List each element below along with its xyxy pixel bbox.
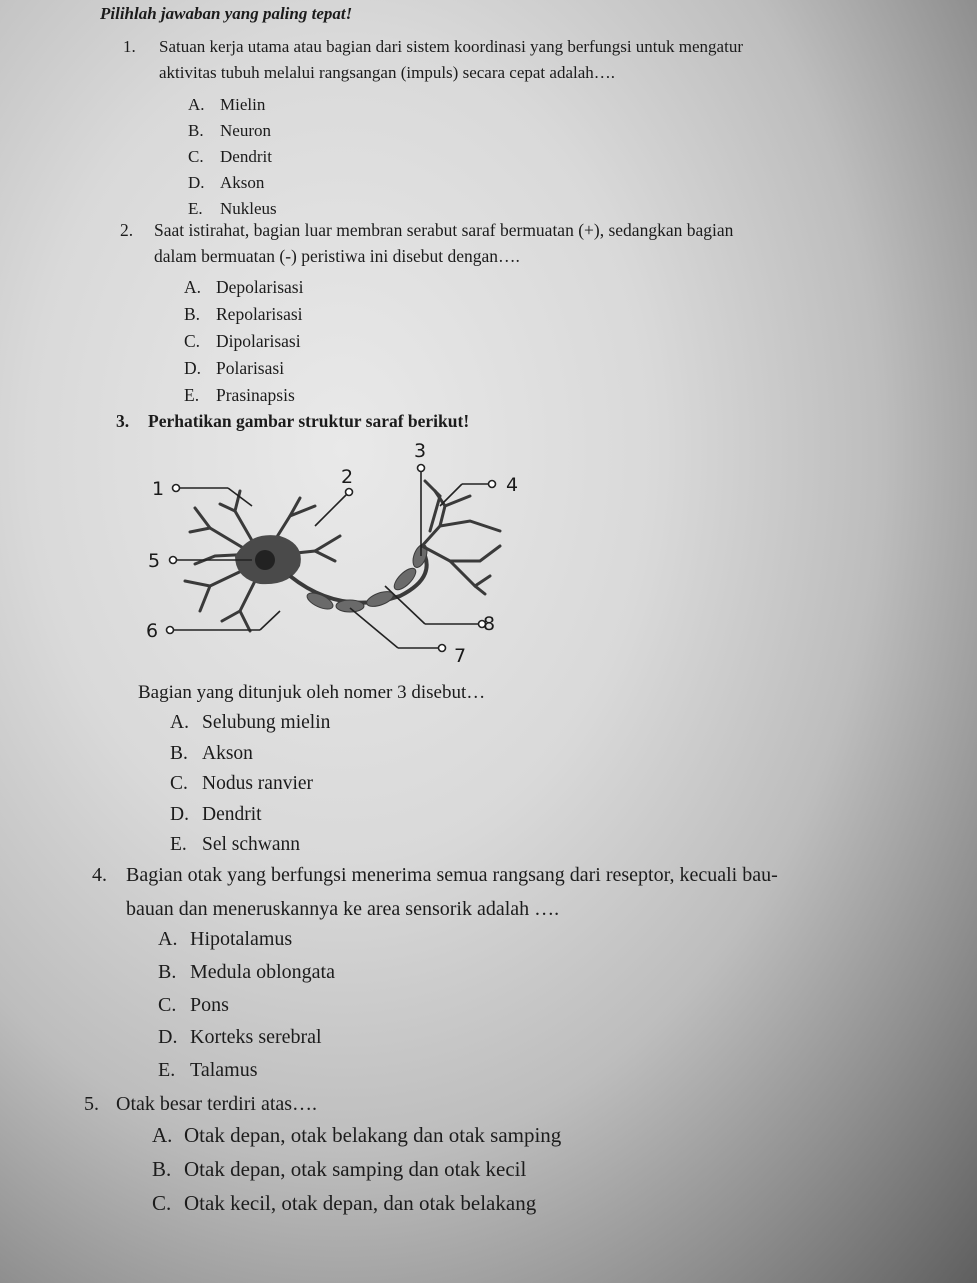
option-c[interactable]: C. Otak kecil, otak depan, dan otak belakang [152,1191,537,1215]
question-number: 3. [116,411,130,431]
question-stem-line: Saat istirahat, bagian luar membran serabut saraf bermuatan (+), sedangkan bagian [154,220,734,240]
option-a[interactable]: A. Hipotalamus [158,928,293,950]
option-a[interactable]: A. Selubung mielin [170,712,331,733]
option-e[interactable]: E. Talamus [158,1059,258,1082]
question-number: 4. [92,864,107,886]
question-4 [92,858,934,926]
question-number: 5. [84,1093,99,1115]
option-b[interactable]: B. Otak depan, otak samping dan otak kecil [152,1157,527,1181]
question-stem-line: dalam bermuatan (-) peristiwa ini disebut dengan…. [154,246,520,266]
neuron-diagram [140,436,540,668]
option-b[interactable]: B. Neuron [188,121,271,140]
question-stem-line: aktivitas tubuh melalui rangsangan (impuls) secara cepat adalah…. [159,63,616,82]
question-3 [116,408,616,434]
diagram-label-1: 1 [152,478,165,500]
option-d[interactable]: D. Korteks serebral [158,1026,322,1049]
option-a[interactable]: A. Otak depan, otak belakang dan otak samping [152,1123,562,1147]
question-3-prompt: Bagian yang ditunjuk oleh nomer 3 disebut… [138,682,486,703]
option-a[interactable]: A. Mielin [188,95,266,114]
option-b[interactable]: B. Akson [170,742,253,764]
question-2 [120,214,888,273]
options-list-3 [170,708,330,861]
diagram-label-5: 5 [148,550,161,572]
options-list-5 [152,1118,561,1220]
option-c[interactable]: C. Pons [158,993,229,1016]
question-number: 2. [120,220,134,240]
instruction-text: Pilihlah jawaban yang paling tepat! [100,4,353,23]
question-1 [123,34,883,86]
question-number: 1. [123,37,136,56]
neuron-illustration [140,436,540,668]
diagram-label-3: 3 [414,440,427,462]
option-d[interactable]: D. Polarisasi [184,358,285,378]
question-stem-line: Perhatikan gambar struktur saraf berikut! [148,411,470,431]
diagram-label-6: 6 [146,620,159,642]
question-stem-line: Otak besar terdiri atas…. [116,1093,318,1115]
option-d[interactable]: D. Akson [188,173,265,192]
question-stem-line: Satuan kerja utama atau bagian dari sistem koordinasi yang berfungsi untuk mengatur [159,37,743,56]
options-list-1 [188,92,277,222]
option-c[interactable]: C. Dipolarisasi [184,331,301,351]
myelin-sheath [305,543,430,613]
question-stem-line: bauan dan meneruskannya ke area sensorik adalah …. [126,898,560,920]
diagram-label-8: 8 [483,613,496,635]
diagram-label-7: 7 [454,645,467,667]
option-e[interactable]: E. Sel schwann [170,834,301,856]
question-5 [84,1089,584,1119]
option-b[interactable]: B. Medula oblongata [158,960,335,983]
axon-terminal [422,481,500,594]
options-list-2 [184,274,303,409]
question-stem-line: Bagian otak yang berfungsi menerima semua rangsang dari reseptor, kecuali bau- [126,864,778,886]
option-a[interactable]: A. Depolarisasi [184,277,304,297]
option-c[interactable]: C. Dendrit [188,147,272,166]
nucleus [255,550,275,570]
diagram-label-2: 2 [341,466,354,488]
options-list-4 [158,923,335,1087]
option-c[interactable]: C. Nodus ranvier [170,773,314,795]
option-e[interactable]: E. Nukleus [188,199,277,218]
option-d[interactable]: D. Dendrit [170,803,262,825]
diagram-label-4: 4 [506,474,519,496]
option-b[interactable]: B. Repolarisasi [184,304,303,324]
option-e[interactable]: E. Prasinapsis [184,385,295,405]
